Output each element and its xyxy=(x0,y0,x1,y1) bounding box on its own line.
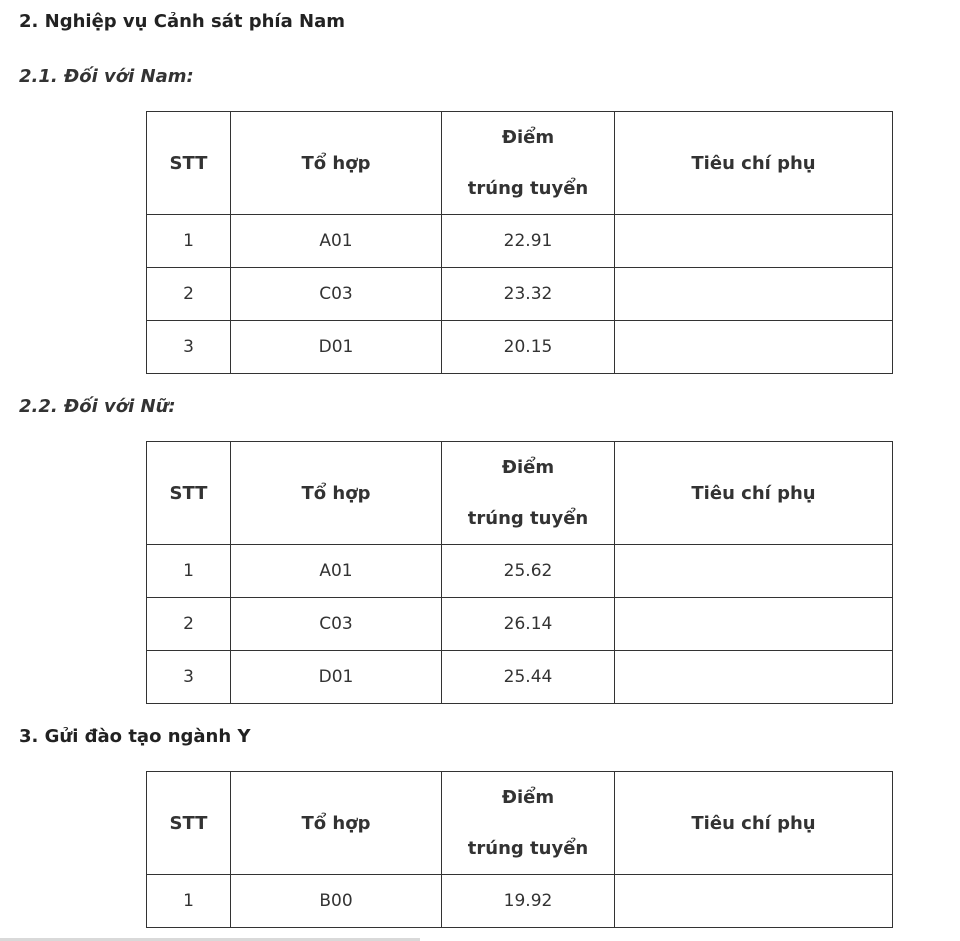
cell-tieu-chi xyxy=(615,268,893,321)
cell-stt: 2 xyxy=(147,598,231,651)
cell-diem: 22.91 xyxy=(442,215,615,268)
score-table-nu xyxy=(146,441,893,704)
cell-stt: 1 xyxy=(147,545,231,598)
table-row xyxy=(147,215,893,268)
header-diem-line2: trúng tuyển xyxy=(467,178,589,199)
header-tieu-chi-phu: Tiêu chí phụ xyxy=(615,442,893,545)
header-tieu-chi-phu: Tiêu chí phụ xyxy=(615,112,893,215)
cell-diem: 25.44 xyxy=(442,651,615,704)
header-diem-trung-tuyen xyxy=(442,112,615,215)
table-row xyxy=(147,651,893,704)
cell-tieu-chi xyxy=(615,545,893,598)
header-stt: STT xyxy=(147,772,231,875)
header-stt: STT xyxy=(147,112,231,215)
cell-diem: 23.32 xyxy=(442,268,615,321)
cell-stt: 3 xyxy=(147,321,231,374)
header-diem-line1: Điểm xyxy=(501,787,555,808)
cell-tieu-chi xyxy=(615,875,893,928)
table-row xyxy=(147,321,893,374)
cell-tieu-chi xyxy=(615,321,893,374)
table-header-row xyxy=(147,112,893,215)
cell-to-hop: D01 xyxy=(231,651,442,704)
section-2-2-heading: 2.2. Đối với Nữ: xyxy=(19,396,176,417)
cell-to-hop: A01 xyxy=(231,545,442,598)
cell-stt: 3 xyxy=(147,651,231,704)
cell-diem: 19.92 xyxy=(442,875,615,928)
header-to-hop: Tổ hợp xyxy=(231,112,442,215)
header-diem-line2: trúng tuyển xyxy=(467,838,589,859)
header-diem-line2: trúng tuyển xyxy=(467,508,589,529)
cell-to-hop: A01 xyxy=(231,215,442,268)
header-diem-line1: Điểm xyxy=(501,127,555,148)
cell-to-hop: B00 xyxy=(231,875,442,928)
header-tieu-chi-phu: Tiêu chí phụ xyxy=(615,772,893,875)
section-3-heading: 3. Gửi đào tạo ngành Y xyxy=(19,726,251,747)
table-row xyxy=(147,545,893,598)
cell-stt: 2 xyxy=(147,268,231,321)
header-diem-line1: Điểm xyxy=(501,457,555,478)
cell-stt: 1 xyxy=(147,875,231,928)
header-stt: STT xyxy=(147,442,231,545)
cell-tieu-chi xyxy=(615,651,893,704)
cell-stt: 1 xyxy=(147,215,231,268)
table-header-row xyxy=(147,442,893,545)
header-diem-trung-tuyen xyxy=(442,772,615,875)
cell-to-hop: C03 xyxy=(231,598,442,651)
cell-diem: 20.15 xyxy=(442,321,615,374)
table-row xyxy=(147,875,893,928)
header-to-hop: Tổ hợp xyxy=(231,442,442,545)
cell-to-hop: C03 xyxy=(231,268,442,321)
section-2-heading: 2. Nghiệp vụ Cảnh sát phía Nam xyxy=(19,11,345,32)
header-to-hop: Tổ hợp xyxy=(231,772,442,875)
section-2-1-heading: 2.1. Đối với Nam: xyxy=(19,66,194,87)
cell-tieu-chi xyxy=(615,598,893,651)
table-header-row xyxy=(147,772,893,875)
table-row xyxy=(147,268,893,321)
score-table-nam xyxy=(146,111,893,374)
cell-diem: 25.62 xyxy=(442,545,615,598)
header-diem-trung-tuyen xyxy=(442,442,615,545)
cell-tieu-chi xyxy=(615,215,893,268)
table-row xyxy=(147,598,893,651)
score-table-nganh-y xyxy=(146,771,893,928)
cell-diem: 26.14 xyxy=(442,598,615,651)
cell-to-hop: D01 xyxy=(231,321,442,374)
